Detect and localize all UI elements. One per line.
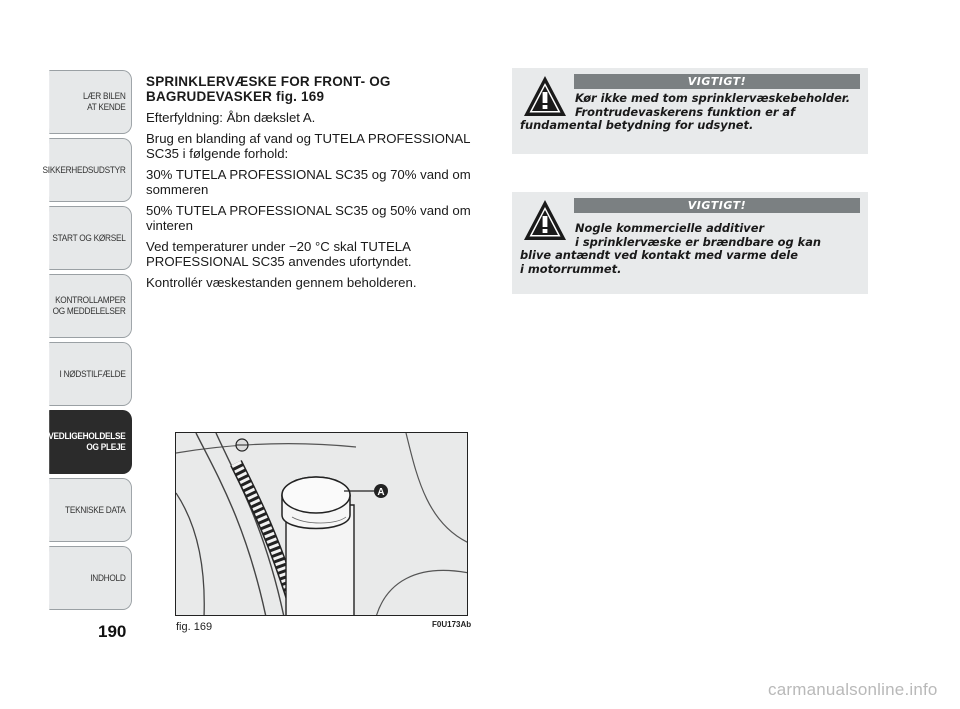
warning-line: Nogle kommercielle additiver — [575, 221, 765, 235]
tab-tekniske-data[interactable]: TEKNISKE DATA — [49, 478, 132, 542]
tab-indhold[interactable]: INDHOLD — [49, 546, 132, 610]
warning-header: VIGTIGT! — [574, 74, 860, 89]
paragraph: Brug en blanding af vand og TUTELA PROFESSIONAL SC35 i følgende forhold: — [146, 131, 471, 161]
paragraph: 30% TUTELA PROFESSIONAL SC35 og 70% vand om sommeren — [146, 167, 471, 197]
page-number: 190 — [98, 622, 127, 641]
warning-text — [520, 92, 862, 133]
warning-box — [512, 68, 868, 154]
warning-header: VIGTIGT! — [574, 198, 860, 213]
warning-line: Frontrudevaskerens funktion er af — [575, 104, 796, 119]
tab-laer-bilen-at-kende[interactable]: LÆR BILEN AT KENDE — [49, 70, 132, 134]
warning-line: fundamental betydning for udsynet. — [520, 118, 754, 133]
paragraph: 50% TUTELA PROFESSIONAL SC35 og 50% vand om vinteren — [146, 203, 471, 233]
tab-kontrollamper-og-meddelelser[interactable]: KONTROLLAMPER OG MEDDELELSER — [49, 274, 132, 338]
warning-line: Kør ikke med tom sprinklervæskebeholder. — [575, 91, 851, 105]
figure-washer-reservoir — [175, 432, 468, 616]
paragraph: Ved temperaturer under −20 °C skal TUTELA PROFESSIONAL SC35 anvendes ufortyndet. — [146, 239, 412, 269]
washer-reservoir-illustration — [176, 433, 468, 616]
warning-line: i motorrummet. — [520, 261, 622, 276]
warning-box — [512, 192, 868, 294]
paragraph: Kontrollér væskestanden gennem beholderen. — [146, 275, 417, 290]
tab-sikkerhedsudstyr[interactable]: SIKKERHEDSUDSTYR — [49, 138, 132, 202]
tab-start-og-koersel[interactable]: START OG KØRSEL — [49, 206, 132, 270]
warning-line: i sprinklervæske er brændbare og kan — [575, 234, 821, 249]
watermark: carmanualsonline.info — [768, 680, 938, 699]
paragraph: Efterfyldning: Åbn dækslet A. — [146, 110, 316, 125]
figure-code: F0U173Ab — [432, 620, 472, 629]
tab-i-noedstilfaelde[interactable]: I NØDSTILFÆLDE — [49, 342, 132, 406]
callout-label-A: A — [377, 487, 385, 498]
figure-caption: fig. 169 — [176, 621, 213, 633]
warning-line: blive antændt ved kontakt med varme dele — [520, 248, 798, 263]
tab-vedligeholdelse-og-pleje[interactable]: VEDLIGEHOLDELSE OG PLEJE — [49, 410, 132, 474]
warning-text — [520, 222, 862, 276]
section-title: SPRINKLERVÆSKE FOR FRONT- OG BAGRUDEVASKER fig. 169 — [146, 74, 391, 104]
main-text — [146, 74, 496, 296]
